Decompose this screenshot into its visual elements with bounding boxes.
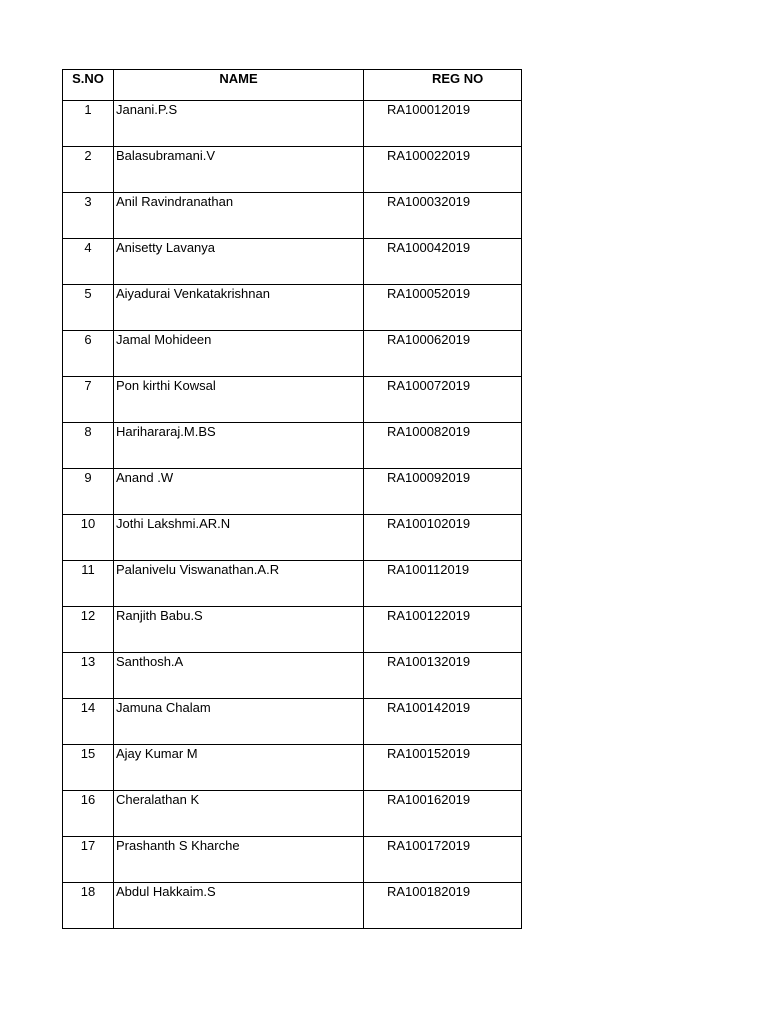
column-header-reg-no: REG NO [364,70,522,101]
reg-no-cell: RA100082019 [364,423,522,469]
name-cell: Prashanth S Kharche [114,837,364,883]
reg-no-cell: RA100022019 [364,147,522,193]
name-cell: Santhosh.A [114,653,364,699]
table-row [63,377,522,423]
serial-number-cell: 7 [63,377,114,423]
reg-no-cell: RA100042019 [364,239,522,285]
table-body [63,101,522,929]
table-row [63,239,522,285]
table-row [63,193,522,239]
table-row [63,423,522,469]
serial-number-cell: 18 [63,883,114,929]
table-row [63,285,522,331]
reg-no-cell: RA100012019 [364,101,522,147]
table-row [63,561,522,607]
name-cell: Janani.P.S [114,101,364,147]
serial-number-cell: 11 [63,561,114,607]
table-row [63,607,522,653]
table-row [63,331,522,377]
registration-table [62,69,522,929]
reg-no-cell: RA100102019 [364,515,522,561]
reg-no-cell: RA100132019 [364,653,522,699]
name-cell: Jamal Mohideen [114,331,364,377]
reg-no-cell: RA100072019 [364,377,522,423]
column-header-name: NAME [114,70,364,101]
reg-no-cell: RA100162019 [364,791,522,837]
name-cell: Abdul Hakkaim.S [114,883,364,929]
serial-number-cell: 5 [63,285,114,331]
reg-no-cell: RA100062019 [364,331,522,377]
serial-number-cell: 10 [63,515,114,561]
serial-number-cell: 4 [63,239,114,285]
table-row [63,837,522,883]
serial-number-cell: 1 [63,101,114,147]
reg-no-cell: RA100032019 [364,193,522,239]
name-cell: Cheralathan K [114,791,364,837]
table-header-row [63,70,522,101]
serial-number-cell: 17 [63,837,114,883]
serial-number-cell: 8 [63,423,114,469]
serial-number-cell: 2 [63,147,114,193]
serial-number-cell: 9 [63,469,114,515]
serial-number-cell: 6 [63,331,114,377]
table-row [63,147,522,193]
name-cell: Anil Ravindranathan [114,193,364,239]
serial-number-cell: 16 [63,791,114,837]
table-row [63,469,522,515]
reg-no-cell: RA100122019 [364,607,522,653]
reg-no-cell: RA100092019 [364,469,522,515]
serial-number-cell: 15 [63,745,114,791]
reg-no-cell: RA100172019 [364,837,522,883]
serial-number-cell: 13 [63,653,114,699]
name-cell: Harihararaj.M.BS [114,423,364,469]
reg-no-cell: RA100152019 [364,745,522,791]
reg-no-cell: RA100112019 [364,561,522,607]
name-cell: Pon kirthi Kowsal [114,377,364,423]
name-cell: Aiyadurai Venkatakrishnan [114,285,364,331]
registration-table-container [62,69,522,929]
name-cell: Ajay Kumar M [114,745,364,791]
name-cell: Jothi Lakshmi.AR.N [114,515,364,561]
name-cell: Balasubramani.V [114,147,364,193]
name-cell: Anisetty Lavanya [114,239,364,285]
reg-no-cell: RA100182019 [364,883,522,929]
reg-no-cell: RA100052019 [364,285,522,331]
serial-number-cell: 12 [63,607,114,653]
reg-no-cell: RA100142019 [364,699,522,745]
name-cell: Palanivelu Viswanathan.A.R [114,561,364,607]
table-row [63,101,522,147]
column-header-sno: S.NO [63,70,114,101]
table-row [63,653,522,699]
serial-number-cell: 14 [63,699,114,745]
serial-number-cell: 3 [63,193,114,239]
table-row [63,745,522,791]
table-row [63,791,522,837]
table-row [63,515,522,561]
table-row [63,699,522,745]
name-cell: Jamuna Chalam [114,699,364,745]
name-cell: Ranjith Babu.S [114,607,364,653]
name-cell: Anand .W [114,469,364,515]
table-row [63,883,522,929]
